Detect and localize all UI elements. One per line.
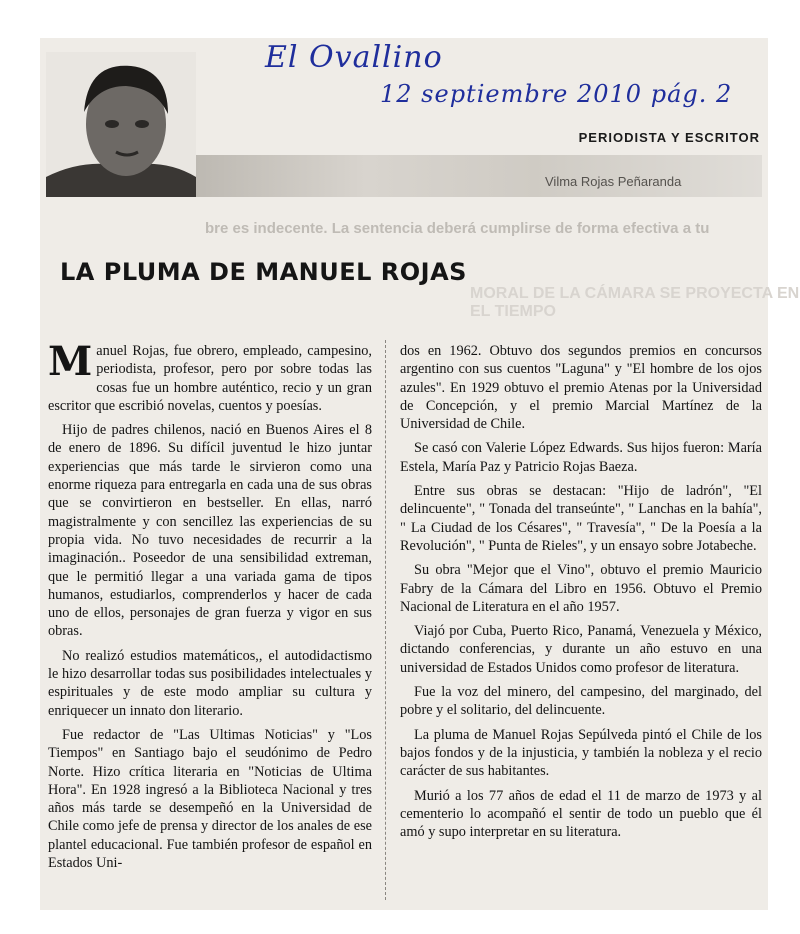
paragraph: Se casó con Valerie López Edwards. Sus hijos fueron: María Estela, María Paz y Patricio Rojas Baeza. — [400, 440, 762, 475]
paragraph: Su obra "Mejor que el Vino", obtuvo el premio Mauricio Fabry de la Cámara del Libro en 1956. Obtuvo el Premio Nacional de Literatura en el año 1957. — [400, 562, 762, 615]
paragraph: Fue redactor de "Las Ultimas Noticias" y "Los Tiempos" en Santiago bajo el seudónimo de Pedro Norte. Hizo crítica literaria en "Noticias de Ultima Hora". En 1928 ingresó a la Biblioteca Nacional y tres años más tarde se desempeñó en la Universidad de Chile como jefe de prensa y director de los anales de ese plantel educacional. Fue también profesor de español en Estados Uni- — [48, 726, 372, 872]
article-column-right — [400, 342, 762, 847]
paragraph: La pluma de Manuel Rojas Sepúlveda pintó el Chile de los bajos fondos y de la injusticia, y también la nobleza y el recio carácter de sus habitantes. — [400, 726, 762, 780]
paragraph: dos en 1962. Obtuvo dos segundos premios en concursos argentino con sus cuentos "Laguna" y "El hombre de los ojos azules". En 1929 obtuvo el premio Atenas por la Universidad de Concepción, y el premio Marcial Martínez de la Universidad de Chile. — [400, 343, 762, 433]
handwritten-date: 12 septiembre 2010 pág. 2 — [380, 80, 733, 108]
handwritten-source: El Ovallino — [265, 40, 443, 75]
paragraph: Manuel Rojas, fue obrero, empleado, campesino, periodista, profesor, pero por sobre todas las cosas fue un hombre auténtico, recio y un gran escritor que escribió novelas, cuentos y poesías. — [48, 338, 372, 414]
article-column-left — [48, 338, 372, 878]
bleed-through-text: bre es indecente. La sentencia deberá cumplirse de forma efectiva a tu — [205, 220, 710, 237]
section-label: PERIODISTA Y ESCRITOR — [578, 130, 760, 145]
author-photo — [46, 52, 196, 197]
paragraph: No realizó estudios matemáticos,, el autodidactismo le hizo desarrollar todas sus posibilidades intelectuales y espirituales y de este modo ampliar su cultura y enriquecer un innato don literario. — [48, 647, 372, 719]
byline: Vilma Rojas Peñaranda — [545, 174, 682, 189]
paragraph: Entre sus obras se destacan: "Hijo de ladrón", "El delincuente", " Tonada del transeúnte", " Lanchas en la bahía", " La Ciudad de los Césares", " Travesía", " De la Poesía a la Revolución", " Punta de Rieles", y un ensayo sobre Jotabeche. — [400, 483, 762, 554]
drop-cap: M — [48, 338, 93, 385]
paragraph: Fue la voz del minero, del campesino, del marginado, del pobre y el solitario, del delincuente. — [400, 684, 762, 719]
paragraph: Hijo de padres chilenos, nació en Buenos Aires el 8 de enero de 1896. Su difícil juventud le hizo juntar experiencias que más tarde le sirvieron como una enorme riqueza para entregarla en cada una de sus obras que se convirtieron en bestseller. En ellas, narró magistralmente y con sencillez las experiencias de su propia vida. No tuvo necesidades de recurrir a la imaginación.. Poseedor de una sensibilidad extreman, que le permitió llegar a una variada gama de tipos humanos, estudiarlos, comprenderlos y hacer de cada uno de ellos, personajes de gran fuerza y vigor en sus obras. — [48, 422, 372, 640]
paragraph: Murió a los 77 años de edad el 11 de marzo de 1973 y al cementerio lo acompañó el sentir de todo un pueblo que él amó y supo interpretar en su literatura. — [400, 787, 762, 841]
bleed-through-heading: MORAL DE LA CÁMARA SE PROYECTA EN EL TIEMPO — [470, 285, 800, 320]
article-title: LA PLUMA DE MANUEL ROJAS — [60, 258, 467, 286]
column-divider — [385, 340, 386, 900]
paragraph: Viajó por Cuba, Puerto Rico, Panamá, Venezuela y México, dictando conferencias, y durante un año estuvo en una universidad de Estados Unidos como profesor de literatura. — [400, 623, 762, 676]
